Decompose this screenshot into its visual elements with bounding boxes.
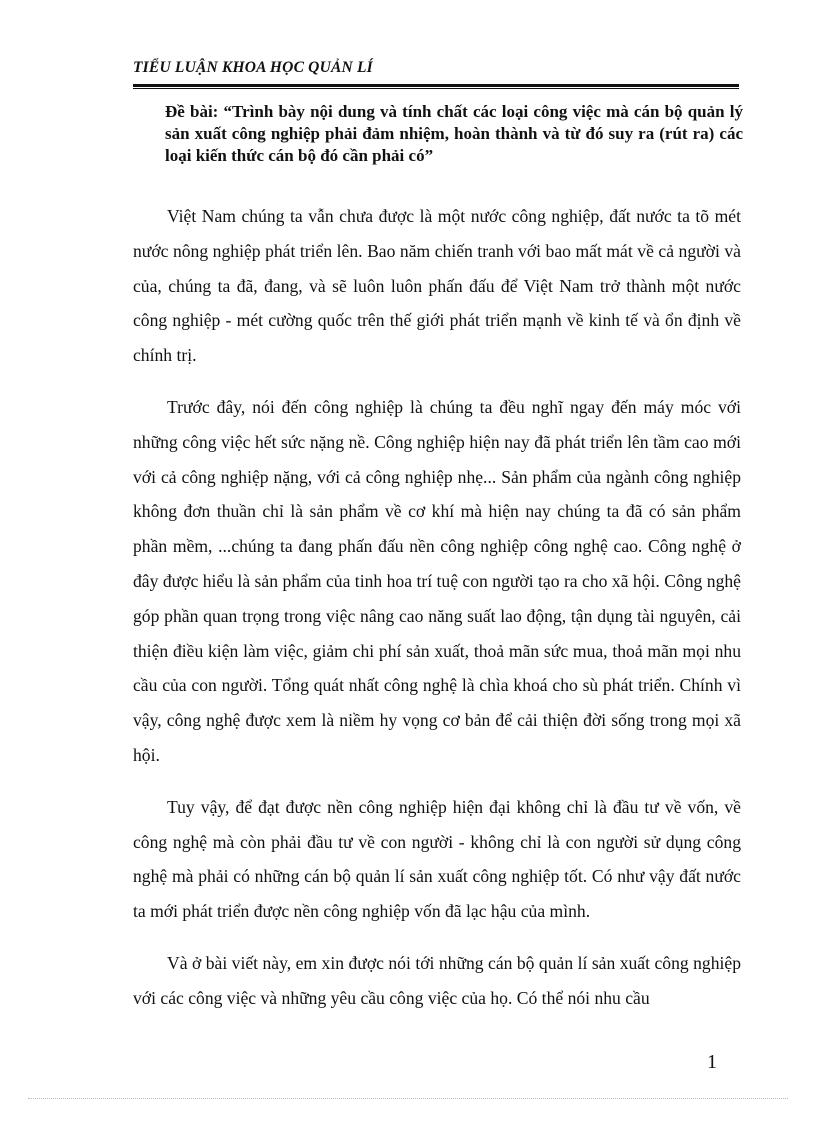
body-text	[133, 199, 741, 1033]
essay-topic: Đề bài: “Trình bày nội dung và tính chất các loại công việc mà cán bộ quản lý sản xuất công nghiệp phải đảm nhiệm, hoàn thành và từ đó suy ra (rút ra) các loại kiến thức cán bộ đó cần phải có”	[165, 102, 743, 165]
document-header-title: TIỂU LUẬN KHOA HỌC QUẢN LÍ	[133, 59, 373, 76]
page-header	[133, 58, 739, 89]
paragraph: Trước đây, nói đến công nghiệp là chúng ta đều nghĩ ngay đến máy móc với những công việc hết sức nặng nề. Công nghiệp hiện nay đã phát triển lên tầm cao mới với cả công nghiệp nặng, với cả công nghiệp nhẹ... Sản phẩm của ngành công nghiệp không đơn thuần chỉ là sản phẩm về cơ khí mà hiện nay chúng ta đã có sản phẩm phần mềm, ...chúng ta đang phấn đấu nền công nghiệp công nghệ cao. Công nghệ ở đây được hiểu là sản phẩm của tinh hoa trí tuệ con người tạo ra cho xã hội. Công nghệ góp phần quan trọng trong việc nâng cao năng suất lao động, tận dụng tài nguyên, cải thiện điều kiện làm việc, giảm chi phí sản xuất, thoả mãn sức mua, thoả mãn mọi nhu cầu của con người. Tổng quát nhất công nghệ là chìa khoá cho sù phát triển. Chính vì vậy, công nghệ được xem là niềm hy vọng cơ bản để cải thiện đời sống trong mọi xã hội.	[133, 396, 741, 765]
paragraph: Và ở bài viết này, em xin được nói tới những cán bộ quản lí sản xuất công nghiệp với các công việc và những yêu cầu công việc của họ. Có thể nói nhu cầu	[133, 952, 741, 1008]
page-number: 1	[707, 1051, 717, 1073]
header-rule	[133, 84, 739, 89]
paragraph: Việt Nam chúng ta vẫn chưa được là một nước công nghiệp, đất nước ta tõ mét nước nông nghiệp phát triển lên. Bao năm chiến tranh với bao mất mát về cả người và của, chúng ta đã, đang, và sẽ luôn luôn phấn đấu để Việt Nam trở thành một nước công nghiệp - mét cường quốc trên thế giới phát triển mạnh về kinh tế và ổn định về chính trị.	[133, 206, 741, 366]
page-bottom-divider	[28, 1098, 788, 1099]
paragraph: Tuy vậy, để đạt được nền công nghiệp hiện đại không chỉ là đầu tư về vốn, về công nghệ mà còn phải đầu tư về con người - không chỉ là con người sử dụng công nghệ mà phải có những cán bộ quản lí sản xuất công nghiệp tốt. Có như vậy đất nước ta mới phát triển được nền công nghiệp vốn đã lạc hậu của mình.	[133, 796, 741, 922]
